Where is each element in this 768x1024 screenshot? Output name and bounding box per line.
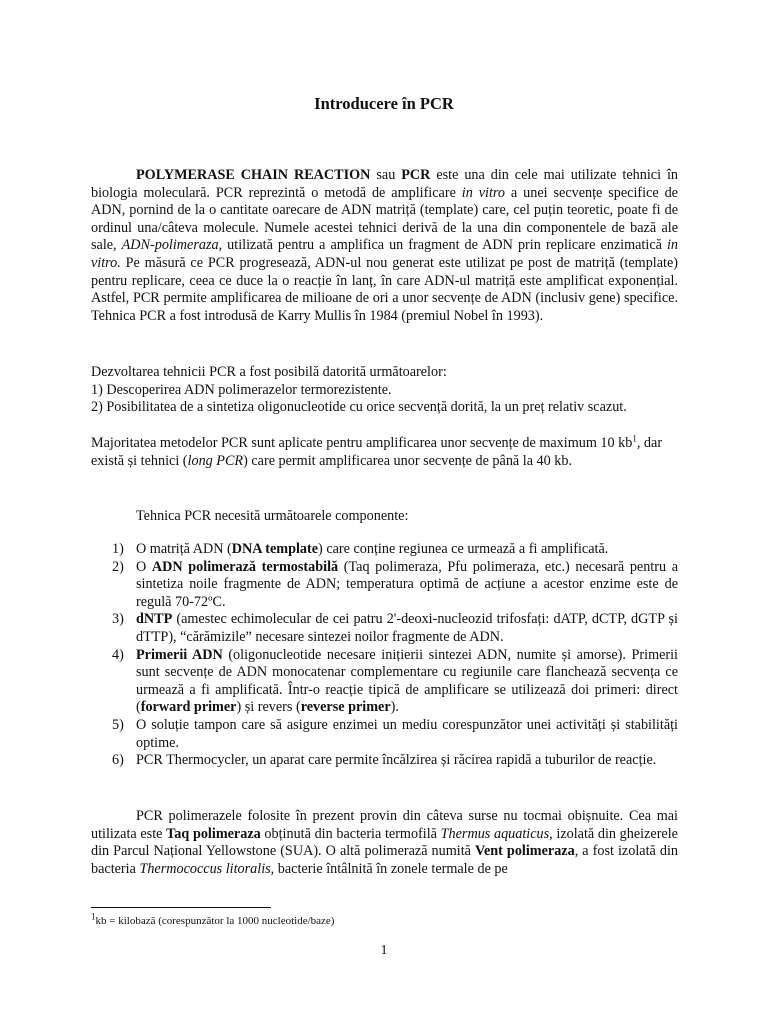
page-number: 1 — [380, 943, 388, 958]
list-item: 1) O matriță ADN (DNA template) care conține regiunea ce urmează a fi amplificată. — [112, 541, 609, 557]
list-item: 4) Primerii ADN (oligonucleotide necesare inițierii sintezei ADN, numite și amorse). Primerii sunt secvențe de ADN monocatenar complementare cu regiunile care flanchează secvența ce urmează a fi amplificată. Într-o reacție tipică de amplificare se utilizează doi primeri: direct (forward primer) și revers (reverse primer). — [112, 646, 679, 716]
kb-paragraph: Majoritatea metodelor PCR sunt aplicate pentru amplificarea unor secvențe de maximum 10 $kb^1$, dar există și tehnici (long PCR) care permit amplificarea unor secvențe de până la 40 kb. — [91, 433, 663, 469]
polymerase-paragraph: PCR polimerazele folosite în prezent provin din câteva surse nu tocmai obișnuite. Cea mai utilizata este Taq polimeraza obținută din bacteria termofilă Thermus aquaticus, izolată din gheizerele din Parcul Național Yellowstone (SUA). O altă polimerază numită Vent polimeraza, a fost izolată din bacteria Thermococcus litoralis, bacterie întâlnită în zonele termale de pe — [91, 808, 678, 877]
components-list — [91, 541, 678, 770]
footnote-divider — [91, 907, 271, 908]
footnote: $^1$kb = kilobază (corespunzător la 1000 nucleotide/baze) — [91, 911, 335, 927]
pcr-acronym: PCR — [401, 167, 431, 183]
pcr-full-name: POLYMERASE CHAIN REACTION — [136, 167, 371, 183]
list-item: 3) dNTP (amestec echimolecular de cei patru 2'-deoxi-nucleozid trifosfați: dATP, dCTP, dGTP și dTTP), “cărămizile” necesare sintezei noilor fragmente de ADN. — [112, 611, 678, 645]
intro-paragraph: POLYMERASE CHAIN REACTION sau PCR este una din cele mai utilizate tehnici în biologia moleculară. PCR reprezintă o metodă de amplificare in vitro a unei secvențe specifice de ADN, pornind de la o cantitate oarecare de ADN matriță (template) care, cel puțin teoretic, poate fi de ordinul una/câteva molecule. Numele acestei tehnici derivă de la una din componentele de bază ale sale, ADN-polimeraza, utilizată pentru a amplifica un fragment de ADN prin replicare enzimatică in vitro. Pe măsură ce PCR progresează, ADN-ul nou generat este utilizat pe post de matriță (template) pentru replicare, ceea ce duce la o reacție în lanț, în care ADN-ul matriță este amplificat exponențial. Astfel, PCR permite amplificarea de milioane de ori a unor secvențe de ADN (inclusiv gene) specifice. Tehnica PCR a fost introdusă de Karry Mullis în 1984 (premiul Nobel în 1993). — [91, 167, 678, 324]
components-intro: Tehnica PCR necesită următoarele componente: — [136, 508, 409, 524]
development-paragraph: Dezvoltarea tehnicii PCR a fost posibilă datorită următoarelor: 1) Descoperirea ADN polimerazelor termorezistente. 2) Posibilitatea de a sintetiza oligonucleotide cu orice secvență dorită, la un preț relativ scazut. — [91, 364, 627, 416]
list-item: 5) O soluție tampon care să asigure enzimei un mediu corespunzător unei activități și stabilități optime. — [112, 716, 678, 751]
footnote-ref: 1 — [632, 433, 637, 444]
page-title: Introducere în PCR — [314, 94, 454, 113]
list-item: 2) O ADN polimerază termostabilă (Taq polimeraza, Pfu polimeraza, etc.) necesară pentru a sintetiza noile fragmente de ADN; temperatura optimă de acțiune a acestor enzime este de regulă 70-72ºC. — [112, 558, 678, 610]
list-item: 6) PCR Thermocycler, un aparat care permite încălzirea și răcirea rapidă a tuburilor de reacție. — [112, 752, 657, 769]
